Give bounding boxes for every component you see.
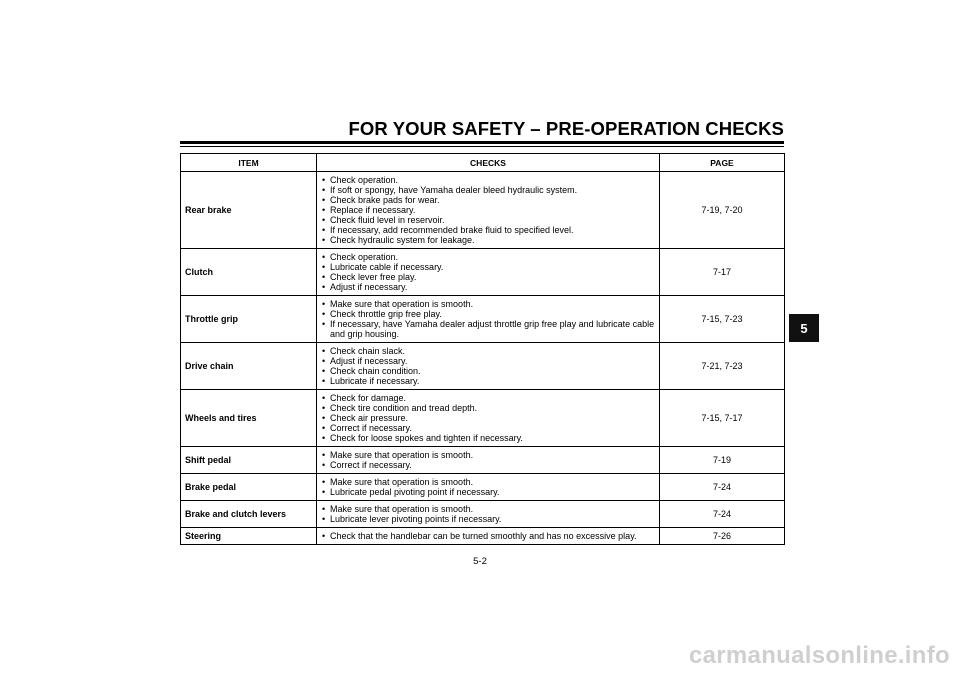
checks-list <box>321 299 655 339</box>
check-item: • Make sure that operation is smooth. <box>321 477 655 487</box>
check-item: • Check operation. <box>321 175 655 185</box>
item-name: Clutch <box>181 249 317 296</box>
header-checks: CHECKS <box>317 154 660 172</box>
check-item: • Check tire condition and tread depth. <box>321 403 655 413</box>
check-item: • If necessary, have Yamaha dealer adjust throttle grip free play and lubricate cable and grip housing. <box>321 319 655 339</box>
page-reference: 7-17 <box>660 249 785 296</box>
checks-cell <box>317 296 660 343</box>
checks-list <box>321 346 655 386</box>
table-row <box>181 474 785 501</box>
page-reference: 7-19, 7-20 <box>660 172 785 249</box>
section-tab: 5 <box>789 314 819 342</box>
check-item: • Lubricate lever pivoting points if necessary. <box>321 514 655 524</box>
check-item: • Check throttle grip free play. <box>321 309 655 319</box>
header-page: PAGE <box>660 154 785 172</box>
check-item: • Adjust if necessary. <box>321 356 655 366</box>
check-item: • Correct if necessary. <box>321 423 655 433</box>
page-reference: 7-26 <box>660 528 785 545</box>
check-item: • Lubricate if necessary. <box>321 376 655 386</box>
checks-list <box>321 477 655 497</box>
page-reference: 7-21, 7-23 <box>660 343 785 390</box>
checks-list <box>321 252 655 292</box>
check-item: • Lubricate cable if necessary. <box>321 262 655 272</box>
watermark: carmanualsonline.info <box>688 642 950 669</box>
check-item: • If soft or spongy, have Yamaha dealer bleed hydraulic system. <box>321 185 655 195</box>
check-item: • Check operation. <box>321 252 655 262</box>
check-item: • Check for damage. <box>321 393 655 403</box>
check-item: • Check lever free play. <box>321 272 655 282</box>
checks-cell <box>317 390 660 447</box>
check-item: • Check air pressure. <box>321 413 655 423</box>
check-item: • Make sure that operation is smooth. <box>321 504 655 514</box>
table-row <box>181 390 785 447</box>
table-row <box>181 447 785 474</box>
checks-cell <box>317 501 660 528</box>
check-item: • Make sure that operation is smooth. <box>321 450 655 460</box>
checks-cell <box>317 447 660 474</box>
page-reference: 7-24 <box>660 474 785 501</box>
item-name: Drive chain <box>181 343 317 390</box>
table-row <box>181 343 785 390</box>
table-row <box>181 501 785 528</box>
check-item: • Make sure that operation is smooth. <box>321 299 655 309</box>
table-row <box>181 249 785 296</box>
checks-list <box>321 175 655 245</box>
item-name: Brake and clutch levers <box>181 501 317 528</box>
page-reference: 7-19 <box>660 447 785 474</box>
check-item: • Adjust if necessary. <box>321 282 655 292</box>
item-name: Wheels and tires <box>181 390 317 447</box>
check-item: • If necessary, add recommended brake fluid to specified level. <box>321 225 655 235</box>
pre-operation-checks-table <box>180 153 785 545</box>
page-reference: 7-15, 7-17 <box>660 390 785 447</box>
item-name: Brake pedal <box>181 474 317 501</box>
table-row <box>181 528 785 545</box>
checks-cell <box>317 249 660 296</box>
page-reference: 7-15, 7-23 <box>660 296 785 343</box>
item-name: Shift pedal <box>181 447 317 474</box>
checks-cell <box>317 172 660 249</box>
page-title: FOR YOUR SAFETY – PRE-OPERATION CHECKS <box>348 118 784 139</box>
check-item: • Check fluid level in reservoir. <box>321 215 655 225</box>
item-name: Steering <box>181 528 317 545</box>
table-header-row <box>181 154 785 172</box>
check-item: • Check chain slack. <box>321 346 655 356</box>
check-item: • Correct if necessary. <box>321 460 655 470</box>
check-item: • Check for loose spokes and tighten if necessary. <box>321 433 655 443</box>
check-item: • Check that the handlebar can be turned smoothly and has no excessive play. <box>321 531 655 541</box>
item-name: Rear brake <box>181 172 317 249</box>
title-rule-thick <box>180 141 784 144</box>
check-item: • Check chain condition. <box>321 366 655 376</box>
checks-list <box>321 504 655 524</box>
checks-list <box>321 531 655 541</box>
checks-cell <box>317 528 660 545</box>
check-item: • Replace if necessary. <box>321 205 655 215</box>
page-reference: 7-24 <box>660 501 785 528</box>
checks-list <box>321 450 655 470</box>
title-rule-thin <box>180 146 784 147</box>
check-item: • Check hydraulic system for leakage. <box>321 235 655 245</box>
checks-cell <box>317 474 660 501</box>
table-row <box>181 172 785 249</box>
check-item: • Check brake pads for wear. <box>321 195 655 205</box>
checks-cell <box>317 343 660 390</box>
table-row <box>181 296 785 343</box>
check-item: • Lubricate pedal pivoting point if necessary. <box>321 487 655 497</box>
header-item: ITEM <box>181 154 317 172</box>
checks-list <box>321 393 655 443</box>
page-number: 5-2 <box>473 556 487 567</box>
item-name: Throttle grip <box>181 296 317 343</box>
